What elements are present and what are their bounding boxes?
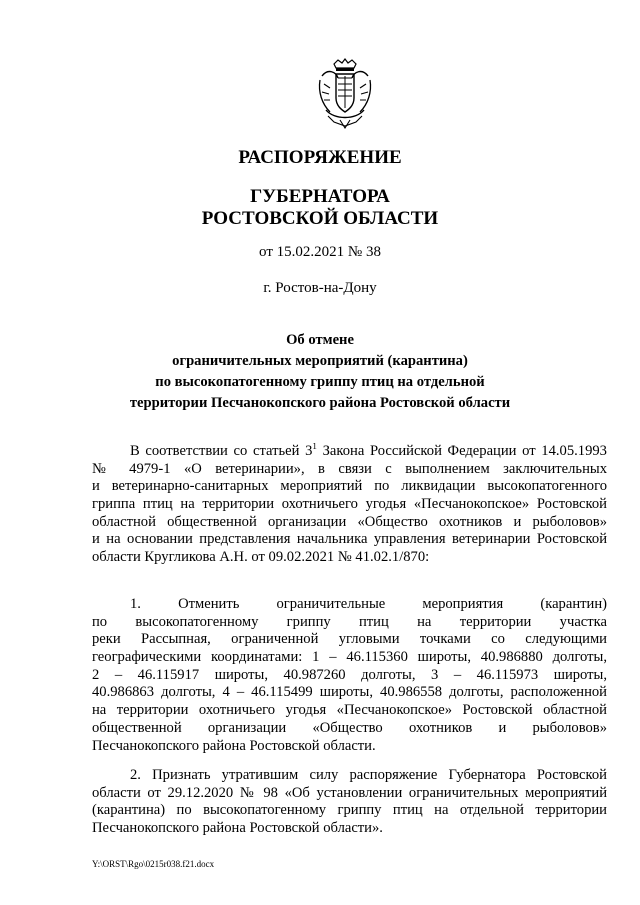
text-line: 2 – 46.115917 широты, 40.987260 долготы, 3 – 46.115973 широты, — [92, 666, 607, 683]
text-line: № 4979-1 «О ветеринарии», в связи с выполнением заключительных — [92, 460, 607, 477]
text-line: на территории охотничьего угодья «Песчанокопское» Ростовской областной — [92, 702, 607, 719]
text-line: 2. Признать утратившим силу распоряжение Губернатора Ростовской — [130, 767, 607, 783]
text-line: Песчанокопского района Ростовской области. — [92, 737, 376, 754]
text-line: (карантина) по высокопатогенному гриппу птиц на отдельной территории — [92, 802, 607, 819]
text-line: гриппа птиц на территории охотничьего угодья «Песчанокопское» Ростовской — [92, 496, 607, 513]
document-subject — [0, 330, 640, 414]
text-line: и на основании представления начальника управления ветеринарии Ростовской — [92, 531, 607, 548]
issuer-line: ГУБЕРНАТОРА — [250, 186, 390, 207]
issuer-title — [0, 186, 640, 230]
subject-line: по высокопатогенному гриппу птиц на отдельной — [155, 374, 485, 390]
subject-line: ограничительных мероприятий (карантина) — [172, 353, 468, 369]
item-2-paragraph — [92, 767, 607, 838]
text-line: по высокопатогенному гриппу птиц на территории участка — [92, 613, 607, 630]
text-line: реки Рассыпная, ограниченной угловыми точками со следующими — [92, 631, 607, 648]
text-line: областной общественной организации «Общество охотников и рыболовов» — [92, 513, 607, 530]
text-line: географическими координатами: 1 – 46.115360 широты, 40.986880 долготы, — [92, 649, 607, 666]
issuer-line: РОСТОВСКОЙ ОБЛАСТИ — [201, 208, 439, 229]
text-line: Песчанокопского района Ростовской области». — [92, 820, 383, 837]
text-line: 1. Отменить ограничительные мероприятия (карантин) — [130, 596, 607, 612]
text-line: области от 29.12.2020 № 98 «Об установлении ограничительных мероприятий — [92, 784, 607, 801]
text-line: общественной организации «Общество охотников и рыболовов» — [92, 719, 607, 736]
text-line: области Кругликова А.Н. от 09.02.2021 № 41.02.1/870: — [92, 549, 430, 566]
date-number: от 15.02.2021 № 38 — [259, 244, 381, 260]
item-1-paragraph — [92, 596, 607, 755]
text-fragment: В соответствии со статьей 3 — [130, 443, 313, 459]
file-path-footer: Y:\ORST\Rgo\0215r038.f21.docx — [92, 859, 215, 869]
text-line: и ветеринарно-санитарных мероприятий по ликвидации высокопатогенного — [92, 478, 607, 495]
city: г. Ростов-на-Дону — [263, 280, 377, 296]
subject-line: Об отмене — [286, 332, 354, 348]
text-line: 40.986863 долготы, 4 – 46.115499 широты, 40.986558 долготы, расположенной — [92, 684, 607, 701]
document-type-title: РАСПОРЯЖЕНИЕ — [238, 147, 402, 168]
coat-of-arms-icon — [316, 58, 374, 130]
text-line — [92, 443, 607, 461]
superscript: 1 — [312, 443, 317, 451]
text-fragment: Закона Российской Федерации от 14.05.1993 — [316, 443, 607, 459]
subject-line: территории Песчанокопского района Ростовской области — [129, 395, 511, 411]
preamble-paragraph — [92, 443, 607, 567]
